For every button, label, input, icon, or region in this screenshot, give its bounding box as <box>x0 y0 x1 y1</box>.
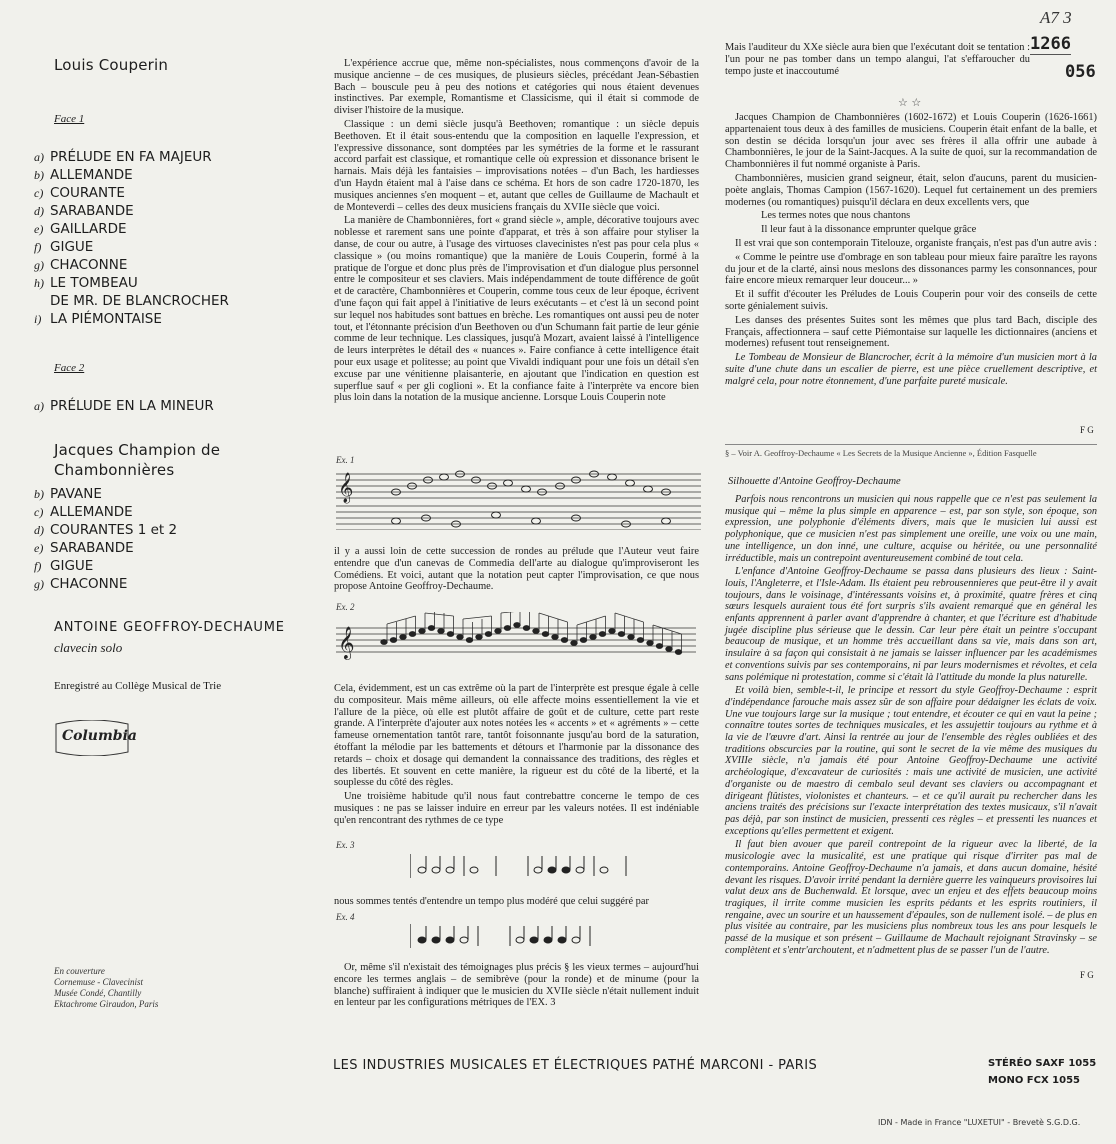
paragraph: Jacques Champion de Chambonnières (1602-1672) et Louis Couperin (1626-1661) appartenaient tous deux à des familles de musiciens. Couperin était enfant de la balle, et son destin se décida lorsqu'un jour avec ses frères il alla offrir une aubade à Chambonnières, le jour de la Saint-Jacques. A la suite de quoi, sur la recommandation de Chambonnières il fut nommé organiste à Paris. <box>725 112 1097 171</box>
note-head <box>504 626 510 631</box>
note-head <box>572 937 580 943</box>
note-head <box>446 937 454 943</box>
note-head <box>476 635 482 640</box>
paragraph: « Comme le peintre use d'ombrage en son tableau pour mieux faire paraître les rayons du jour et de la clarté, ainsi nous meslons des dissonances parmy les consonnances, pour faire encore mieux remarquer leur douceur... » <box>725 251 1097 287</box>
composer-line-2: Chambonnières <box>54 461 175 479</box>
track-index: h) <box>34 276 44 290</box>
track-title: PRÉLUDE EN LA MINEUR <box>50 398 214 414</box>
verse-line-2: Il leur faut à la dissonance emprunter quelque grâce <box>761 224 977 236</box>
track-item <box>34 292 229 310</box>
example-3-label: Ex. 3 <box>336 840 355 850</box>
track-title: ALLEMANDE <box>50 167 133 183</box>
note-head <box>432 937 440 943</box>
track-item <box>34 238 229 256</box>
rhythm-notes <box>418 926 590 946</box>
signature-fg: F G <box>1080 425 1094 435</box>
track-index: c) <box>34 186 44 200</box>
side-a-track-list <box>34 148 229 328</box>
recording-note: Enregistré au Collège Musical de Trie <box>54 680 222 692</box>
track-index: b) <box>34 168 44 182</box>
track-item <box>34 485 177 503</box>
track-title: CHACONNE <box>50 257 128 273</box>
fine-print: IDN - Made in France "LUXETUI" - Brevetè S.G.D.G. <box>878 1118 1081 1127</box>
handwritten-code: A7 3 <box>1040 8 1072 27</box>
note-head <box>609 629 615 634</box>
track-title: ALLEMANDE <box>50 504 133 520</box>
track-title: SARABANDE <box>50 540 134 556</box>
track-title: PRÉLUDE EN FA MAJEUR <box>50 149 212 165</box>
track-index: a) <box>34 399 44 413</box>
note-head <box>548 867 556 873</box>
treble-clef: 𝄞 <box>338 626 355 659</box>
note-head <box>460 937 468 943</box>
note-head <box>390 638 396 643</box>
note-head <box>542 632 548 637</box>
note-head <box>400 635 406 640</box>
track-title: LE TOMBEAU <box>50 275 138 291</box>
note-head <box>618 632 624 637</box>
catalog-stamp-sub: 056 <box>1065 62 1096 82</box>
note-head <box>418 937 426 943</box>
track-item <box>34 521 177 539</box>
example-2-label: Ex. 2 <box>336 602 355 612</box>
note-head <box>428 626 434 631</box>
liner-notes-column-1e <box>334 962 699 1011</box>
note-head <box>647 641 653 646</box>
track-listing-column <box>34 0 334 1144</box>
note-head <box>446 867 454 873</box>
columbia-logo <box>52 720 137 756</box>
track-index: b) <box>34 487 44 501</box>
track-title: LA PIÉMONTAISE <box>50 311 162 327</box>
note-head <box>530 937 538 943</box>
liner-notes-column-1d <box>334 896 699 910</box>
track-index: g) <box>34 577 44 591</box>
note-head <box>409 632 415 637</box>
note-head <box>516 937 524 943</box>
note-head <box>600 867 608 873</box>
track-title: COURANTE <box>50 185 125 201</box>
bio-title: Silhouette d'Antoine Geoffroy-Dechaume <box>728 476 901 487</box>
example-4-label: Ex. 4 <box>336 912 355 922</box>
signature-fg-2: F G <box>1080 970 1094 980</box>
liner-notes-column-1c <box>334 683 699 829</box>
track-item <box>34 310 229 328</box>
note-head <box>628 635 634 640</box>
melodic-notes <box>381 612 682 654</box>
face-2-first-track <box>34 397 214 415</box>
track-title: PAVANE <box>50 486 102 502</box>
track-item <box>34 220 229 238</box>
composer-couperin: Louis Couperin <box>54 56 169 74</box>
note-head <box>562 867 570 873</box>
liner-notes-column-1 <box>334 58 699 406</box>
note-head <box>552 635 558 640</box>
note-head <box>381 640 387 645</box>
note-head <box>534 867 542 873</box>
note-head <box>466 638 472 643</box>
note-head <box>495 629 501 634</box>
track-item <box>34 166 229 184</box>
face-1-label: Face 1 <box>54 113 85 125</box>
credit-line: En couverture <box>54 966 105 976</box>
track-index: d) <box>34 204 44 218</box>
columbia-logo-text: Columbia <box>62 728 137 744</box>
note-head <box>514 623 520 628</box>
paragraph: Classique : un demi siècle jusqu'à Beethoven; romantique : un siècle depuis Beethoven. Et il était sous-entendu que la composition en laquelle l'expression, et l'expressive dissonance, sont domptées par les symétries de la forme et le rassurant accord parfait est classique, et romantique celle où expression et dissonance brisent le harnais. Mais déjà les fantaisies – improvisations notées – d'un Bach, les hardiesses d'un Haydn étaient mal à l'aise dans ce schéma. Et hors de son cadre 1720-1870, les musiques anciennes s'en moquent – et, autant que celles de Guillaume de Machault et de Monteverdi – celles des deux musiciens français du XVIIe siècle que voici. <box>334 118 699 213</box>
footnote: § – Voir A. Geoffroy-Dechaume « Les Secrets de la Musique Ancienne », Édition Fasquelle <box>725 448 1037 458</box>
performer-role: clavecin solo <box>54 640 123 655</box>
paragraph: Cela, évidemment, est un cas extrême où la part de l'interprète est presque égale à celle du compositeur. Mais même ailleurs, où elle affecte moins essentiellement la vie et l'allure de la pièce, où elle est plutôt affaire de goût et de culture, cette part reste grande. A l'interprète d'ajouter aux notes notées les « accents » et « agréments » – cette fameuse ornementation tantôt rare, tantôt foisonnante jusqu'au bord de la saturation, étoffant la mélodie par les battements et détours et l'harmonie par la dissonance des retards – choix et dosage qui demandent la connaissance des traditions, des règles et des libertés. Et souvent en cette manière, la rigueur est du côté de la liberté, et la souplesse du côté des règles. <box>334 683 699 789</box>
footnote-rule <box>725 444 1097 445</box>
note-head <box>532 518 541 524</box>
paragraph: L'expérience accrue que, même non-spécialistes, nous commençons d'avoir de la musique ancienne – de ces musiques, de plusieurs siècles, précédant Jean-Sébastien Bach – bouscule peu à peu des notions et catégories qui nous étaient devenues instinctives. Par exemple, Romantisme et Classicisme, qui il était si commode de diviser l'histoire de la musique. <box>334 58 699 117</box>
note-head <box>544 937 552 943</box>
note-head <box>419 629 425 634</box>
biography-column <box>725 494 1097 958</box>
paragraph: Il faut bien avouer que pareil contrepoint de la rigueur avec la liberté, de la musicologie avec la musicalité, est une pratique qui risque d'irriter pas mal de contemporains. Antoine Geoffroy-Dechaume n'a jamais, et dans aucun domaine, hésité devant les risques. D'avoir irrité pendant la dernière guerre les vainqueurs provisoires lui valut deux ans de Buchenwald. Et lorsque, avec un enjeu et des effets beaucoup moins tragiques, il irrite comme musicien les esprits pédants et les esprits routiniers, il rengaine, avec un sourire et un haussement d'épaules, son de nullement isolé. – de plus en plus visitée au contraire, par les musiciens plus nombreux tous les ans pour lesquels le passé de la musique et son présent – Guillaume de Machault rejoignant Stravinsky – se complètent et s'entr'archoutent, et n'admettent plus de se passer l'un de l'autre. <box>725 839 1097 956</box>
paragraph: Chambonnières, musicien grand seigneur, était, selon d'aucuns, parent du musicien-poète anglais, Thomas Campion (1567-1620). Lequel fut certainement un des premiers modernes (ou romantiques) puisqu'il déclara en deux excellents vers, que <box>725 172 1097 208</box>
composer-chambonnieres <box>54 440 220 480</box>
note-head <box>504 480 513 486</box>
track-item <box>34 503 177 521</box>
note-stem <box>425 613 454 616</box>
note-head <box>522 486 531 492</box>
music-example-3 <box>410 850 670 882</box>
note-head <box>571 641 577 646</box>
track-title: GIGUE <box>50 558 94 574</box>
track-title: SARABANDE <box>50 203 134 219</box>
paragraph: Mais l'auditeur du XXe siècle aura bien que l'exécutant doit se tentation : l'un pour ne pas tomber dans un tempo alangui, l'at s'effaroucher du tempo juste et inaccoutumé <box>725 42 1030 77</box>
track-index: c) <box>34 505 44 519</box>
note-head <box>656 644 662 649</box>
note-head <box>644 486 653 492</box>
paragraph: Or, même s'il n'existait des témoignages plus précis § les vieux termes – aujourd'hui encore les termes anglais – de semibrève (pour la ronde) et de minume (pour la blanche) suffiraient à indiquer que le musicien du XVIIe siècle n'était nullement induit en lenteur par les configurations métriques de l'EX. 3 <box>334 962 699 1009</box>
mono-catalog-number: MONO FCX 1055 <box>988 1075 1080 1086</box>
liner-notes-column-2 <box>725 42 1030 79</box>
track-index: i) <box>34 312 42 326</box>
cover-credits <box>54 966 158 1010</box>
performer-name: ANTOINE GEOFFROY-DECHAUME <box>54 620 285 635</box>
note-head <box>418 867 426 873</box>
track-title: GIGUE <box>50 239 94 255</box>
track-title: DE MR. DE BLANCROCHER <box>50 293 229 309</box>
note-head <box>558 937 566 943</box>
note-head <box>590 635 596 640</box>
note-head <box>626 480 635 486</box>
stereo-catalog-number: STÉRÉO SAXF 1055 <box>988 1058 1097 1069</box>
note-stem <box>615 613 644 622</box>
credit-line: Cornemuse - Clavecinist <box>54 977 143 987</box>
paragraph: il y a aussi loin de cette succession de rondes au prélude que l'Auteur veut faire entendre que d'un canevas de Commedia dell'arte au dialogue qu'improviseront les Comédiens. Et voici, autant que la notation peut capter l'improvisation, ce que nous propose Antoine Geoffroy-Dechaume. <box>334 546 699 593</box>
track-item <box>34 148 229 166</box>
track-item <box>34 539 177 557</box>
track-index: e) <box>34 222 44 236</box>
publisher-line: LES INDUSTRIES MUSICALES ET ÉLECTRIQUES PATHÉ MARCONI - PARIS <box>333 1058 818 1073</box>
track-item <box>34 575 177 593</box>
music-example-4 <box>410 920 670 952</box>
track-item <box>34 202 229 220</box>
music-example-2 <box>336 612 701 682</box>
note-head <box>492 512 501 518</box>
music-example-1 <box>336 466 701 530</box>
note-head <box>637 638 643 643</box>
note-head <box>666 647 672 652</box>
track-title: GAILLARDE <box>50 221 127 237</box>
note-stem <box>539 613 568 622</box>
note-head <box>580 638 586 643</box>
note-head <box>438 629 444 634</box>
track-item <box>34 256 229 274</box>
paragraph: Le Tombeau de Monsieur de Blancrocher, écrit à la mémoire d'un musicien mort à la suite d'une chute dans un escalier de pierre, est une pièce cruellement descriptive, et malgré cela, pour notre étonnement, d'une parfaite pureté musicale. <box>725 352 1097 387</box>
track-index: d) <box>34 523 44 537</box>
track-item <box>34 274 229 292</box>
note-stem <box>653 625 682 634</box>
paragraph: La manière de Chambonnières, fort « grand siècle », ample, décorative toujours avec noblesse et rarement sans une pointe d'apparat, et très à son affaire pour styliser la danse, de cour ou autre, à l'usage des virtuoses clavecinistes n'est pas pour cela plus « classique » (ou moins romantique) que la manière de Louis Couperin, formé à la pratique de l'orgue et donc plus près de l'improvisation et d'un dialogue plus personnel entre le compositeur et ses claviers. Mais indépendamment de toute différence de goût et de caractère, Chambonnières et Couperin, comme tous ceux de leur époque, écrivent d'une façon qui fait appel à l'initiative de leurs exécutants – et c'est là un second point sur lequel nos habitudes sont battues en brèche. Les romantiques ont aussi peu de noter tout, et l'étonnante précision d'un Beethoven ou d'un Schumann fait partie de leur génie comme de leur technique. Les classiques, jusqu'à Mozart, avaient laissé à l'intelligence de leurs interprètes le détail des « nuances ». Faire confiance à cette intelligence était pour eux usage et politesse; au point que Vivaldi indiquant pour une fois un détail s'en excuse par une vénitienne plaisanterie, en ajoutant que l'indication en question est superflue sauf « per gli coglioni ». Et la confiance faite à l'interprète va encore bien plus loin dans la notation de la musique ancienne. Lorsque Louis Couperin note <box>334 215 699 404</box>
credit-line: Musée Condé, Chantilly <box>54 988 142 998</box>
paragraph: Il est vrai que son contemporain Titelouze, organiste français, n'est pas d'un autre avis : <box>735 237 1097 249</box>
paragraph: nous sommes tentés d'entendre un tempo plus modéré que celui suggéré par <box>334 896 649 907</box>
note-head <box>470 867 478 873</box>
note-head <box>599 632 605 637</box>
note-head <box>675 650 681 655</box>
paragraph: Une troisième habitude qu'il nous faut contrebattre concerne le tempo de ces musiques : ne pas se laisser induire en erreur par les valeurs notées. Il est indéniable qu'en rencontrant des rythmes de ce type <box>334 791 699 826</box>
treble-clef: 𝄞 <box>338 473 354 503</box>
example-1-label: Ex. 1 <box>336 455 355 465</box>
note-head <box>561 638 567 643</box>
note-head <box>457 635 463 640</box>
note-head <box>662 518 671 524</box>
note-head <box>432 867 440 873</box>
track-title: COURANTES 1 et 2 <box>50 522 178 538</box>
track-item <box>34 184 229 202</box>
liner-notes-column-1b <box>334 546 699 595</box>
whole-notes <box>392 471 671 527</box>
paragraph: Les danses des présentes Suites sont les mêmes que plus tard Bach, disciple des Français, affectionnera – sauf cette Piémontaise sur laquelle les dictionnaires (anciens et modernes) refusent tout renseignement. <box>725 314 1097 350</box>
note-head <box>440 474 449 480</box>
liner-notes-column-2b <box>725 112 1097 390</box>
side-b-track-list <box>34 485 177 593</box>
paragraph: Parfois nous rencontrons un musicien qui nous rappelle que ce n'est pas seulement la musique qui – même la plus simple en apparence – est, par son style, son époque, son expression, une polyphonie d'éléments divers, mais que le musicien lui aussi est polyphonique, que ce musicien n'est pas simplement une oreille, une voix ou une main, une intelligence, un don inné, une culture, acquise ou héritée, ou une personnalité irréductible, mais un contrepoint aventureusement combiné de tout cela. <box>725 494 1097 564</box>
track-index: g) <box>34 258 44 272</box>
note-stem <box>463 616 492 619</box>
note-head <box>523 626 529 631</box>
staff-lines <box>336 474 701 530</box>
rhythm-notes <box>418 856 626 876</box>
note-stem <box>501 612 530 613</box>
note-head <box>485 632 491 637</box>
track-index: e) <box>34 541 44 555</box>
catalog-stamp-number: 1266 <box>1030 34 1071 54</box>
verse-line-1: Les termes notes que nous chantons <box>761 210 911 222</box>
track-item <box>34 557 177 575</box>
track-index: f) <box>34 559 42 573</box>
paragraph: L'enfance d'Antoine Geoffroy-Dechaume se passa dans plusieurs des lieux : Saint-louis, l'Angleterre, et l'Isle-Adam. Ils étaient peu rebrousennieres que peut-être il y avait toujours, dans le voisinage, d'intéressants voisins et, à proximité, quatre frères et cinq sœurs lesquels auraient tous été fort surpris s'ils avaient remarqué que en général les enfants apprennent à parler avant d'apprendre à chanter, et que l'écriture est d'habitude jugée discipline plus sérieuse que le dessin. Car leur père était un peintre s'occupant beaucoup de musique, et un homme très accueillant dans sa vie, mais dans son art, insulaire à sa façon qui consistait à ne jamais se laisser influencer par les académismes et conventions suivis par ses contemporains, ni par leurs modernismes et révoltes, et cela sans polémique ni protestation, comme si c'était là l'attitude du monde la plus naturelle. <box>725 566 1097 683</box>
section-stars: ☆ ☆ <box>898 96 922 109</box>
track-title: CHACONNE <box>50 576 128 592</box>
note-head <box>576 867 584 873</box>
face-2-label: Face 2 <box>54 362 85 374</box>
paragraph: Et voilà bien, semble-t-il, le principe et ressort du style Geoffroy-Dechaume : esprit d'indépendance farouche mais assez sûr de son affaire pour dédaigner les éclats de voix. Une vue toujours large sur la musique ; tout entendre, et écouter ce qui en vaut la peine ; connaître toutes sortes de techniques musicales, et les assujettir toujours au rythme et à la vie de l'œuvre d'art. Ainsi la rentrée au jour de l'ensemble des règles oubliées et des traditions obscurcies par la routine, qui sont le secret de la vie même des musiques du XVIIIe siècle, n'a jamais été pour Antoine Geoffroy-Dechaume une activité archéologique, d'excavateur de curiosités : mais une activité de musicien, une activité d'organiste ou de maestro di cembalo seul devant ses claviers ou accompagnant et dirigeant flûtistes, violonistes et chanteurs. – et ce qu'il aurait pu rechercher dans les anciens traités des précisions sur l'exacte interprétation des textes musicaux, s'il n'avait pas déjà, par son instinct de musicien, pressenti ces règles – et pressenti les nuances et exceptions qu'elles permettent et exigent. <box>725 685 1097 837</box>
composer-line-1: Jacques Champion de <box>54 441 221 459</box>
track-index: f) <box>34 240 42 254</box>
note-stem <box>387 616 416 624</box>
paragraph: Et il suffit d'écouter les Préludes de Louis Couperin pour voir des conseils de cette sorte génialement suivis. <box>725 289 1097 312</box>
credit-line: Ektachrome Giraudon, Paris <box>54 999 159 1009</box>
note-stem <box>577 616 606 625</box>
note-head <box>447 632 453 637</box>
track-index: a) <box>34 150 44 164</box>
note-head <box>608 474 617 480</box>
note-head <box>392 518 401 524</box>
note-head <box>533 629 539 634</box>
